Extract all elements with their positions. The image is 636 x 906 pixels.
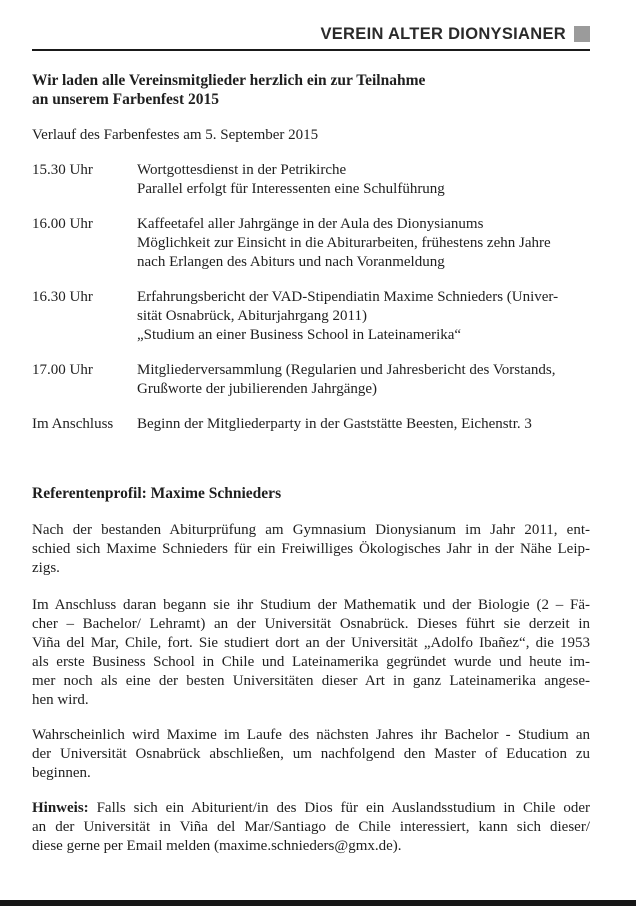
paragraph-line: Wahrscheinlich wird Maxime im Laufe des nächsten Jahres ihr Bachelor - Studium an <box>32 727 590 743</box>
schedule-desc-line: sität Osnabrück, Abiturjahrgang 2011) <box>137 308 367 324</box>
paragraph-line: Nach der bestanden Abiturprüfung am Gymnasium Dionysianum im Jahr 2011, ent- <box>32 522 590 538</box>
header-title: VEREIN ALTER DIONYSIANER <box>320 25 566 43</box>
paragraph-line: cher – Bachelor/ Lehramt) an der Universität Osnabrück. Dieses führt sie derzeit in <box>32 616 590 632</box>
schedule-description <box>137 415 590 434</box>
schedule-description <box>137 161 590 199</box>
profile-paragraph-1 <box>32 521 590 578</box>
schedule-desc-line: Beginn der Mitgliederparty in der Gaststätte Beesten, Eichenstr. 3 <box>137 416 532 432</box>
schedule-desc-line: Kaffeetafel aller Jahrgänge in der Aula des Dionysianums <box>137 216 484 232</box>
paragraph-line: hen wird. <box>32 692 89 708</box>
paragraph-line: der Universität Osnabrück abschließen, um nachfolgend den Master of Education zu <box>32 746 590 762</box>
schedule-row <box>32 415 590 434</box>
paragraph-line: mer noch als eine der besten Universitäten dieser Art in ganz Lateinamerika angese- <box>32 673 590 689</box>
schedule-desc-line: Möglichkeit zur Einsicht in die Abiturarbeiten, frühestens zehn Jahre <box>137 235 551 251</box>
paragraph-line: Im Anschluss daran begann sie ihr Studium der Mathematik und der Biologie (2 – Fä- <box>32 597 590 613</box>
page <box>32 0 590 856</box>
schedule-row <box>32 361 590 399</box>
header-marker-square-icon <box>574 26 590 42</box>
invitation-intro <box>32 71 590 109</box>
schedule-description <box>137 288 590 345</box>
schedule-time: Im Anschluss <box>32 416 114 432</box>
paragraph-line <box>32 799 590 818</box>
paragraph-line: schied sich Maxime Schnieders für ein Freiwilliges Ökologisches Jahr in der Nähe Leip- <box>32 541 590 557</box>
schedule-desc-line: Parallel erfolgt für Interessenten eine Schulführung <box>137 181 445 197</box>
schedule-description <box>137 215 590 272</box>
schedule-time: 15.30 Uhr <box>32 162 93 178</box>
schedule-time: 17.00 Uhr <box>32 362 93 378</box>
paragraph-line: an der Universität in Viña del Mar/Santiago de Chile interessiert, kann sich dieser/ <box>32 819 590 835</box>
schedule-heading: Verlauf des Farbenfestes am 5. September 2015 <box>32 127 319 143</box>
schedule-row <box>32 161 590 199</box>
intro-line: an unserem Farbenfest 2015 <box>32 91 219 108</box>
paragraph-line: diese gerne per Email melden (maxime.schnieders@gmx.de). <box>32 838 402 854</box>
footer-bar <box>0 900 636 906</box>
schedule-desc-line: Erfahrungsbericht der VAD-Stipendiatin Maxime Schnieders (Univer- <box>137 289 559 305</box>
profile-paragraph-2 <box>32 596 590 710</box>
intro-line: Wir laden alle Vereinsmitglieder herzlich ein zur Teilnahme <box>32 72 426 89</box>
paragraph-line: zigs. <box>32 560 60 576</box>
schedule-desc-line: Grußworte der jubilierenden Jahrgänge) <box>137 381 378 397</box>
schedule-desc-line: Wortgottesdienst in der Petrikirche <box>137 162 347 178</box>
schedule-description <box>137 361 590 399</box>
schedule-time: 16.30 Uhr <box>32 289 93 305</box>
hinweis-paragraph <box>32 799 590 856</box>
paragraph-line: als erste Business School in Chile und Lateinamerika gegründet wurde und heute im- <box>32 654 590 670</box>
paragraph-line: beginnen. <box>32 765 91 781</box>
schedule-desc-line: Mitgliederversammlung (Regularien und Jahresbericht des Vorstands, <box>137 362 556 378</box>
schedule-desc-line: „Studium an einer Business School in Lateinamerika“ <box>137 327 462 343</box>
hinweis-line-rest: Falls sich ein Abiturient/in des Dios für ein Auslandsstudium in Chile oder <box>88 800 590 816</box>
schedule-row <box>32 215 590 272</box>
hinweis-label: Hinweis: <box>32 800 89 816</box>
profile-paragraph-3 <box>32 726 590 783</box>
schedule-time: 16.00 Uhr <box>32 216 93 232</box>
profile-heading: Referentenprofil: Maxime Schnieders <box>32 485 282 502</box>
schedule-desc-line: nach Erlangen des Abiturs und nach Voranmeldung <box>137 254 445 270</box>
page-header <box>32 0 590 51</box>
paragraph-line: Viña del Mar, Chile, fort. Sie studiert dort an der Universität „Adolfo Ibañez“, die 1953 <box>32 635 590 651</box>
schedule-row <box>32 288 590 345</box>
